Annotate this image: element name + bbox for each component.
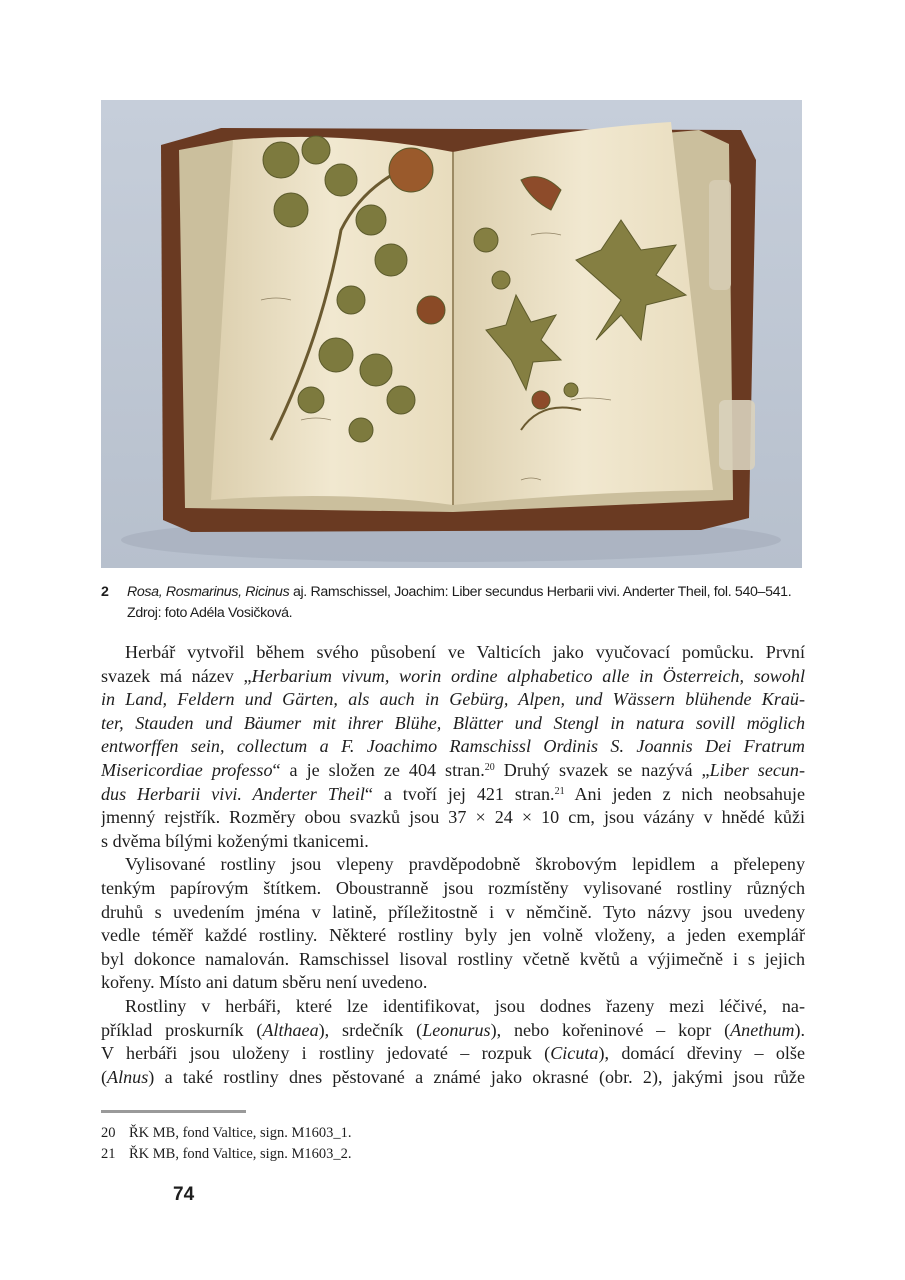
ribbon-tie — [709, 180, 731, 290]
caption-source: Zdroj: foto Adéla Vosičková. — [127, 605, 293, 621]
text-line: Herbář vytvořil během svého působení ve Valticích jako vyučovací pomůcku. První — [125, 642, 805, 662]
ribbon-tie — [719, 400, 755, 470]
text-line: byl dokonce namalován. Ramschissel lisoval rostliny včetně květů a výjimečně i s jejich — [101, 948, 805, 969]
figure-caption — [101, 582, 821, 624]
text-line: V herbáři jsou uloženy i rostliny jedovaté – rozpuk (Cicuta), domácí dřeviny – olše — [101, 1043, 805, 1064]
page-number: 74 — [173, 1184, 195, 1205]
text-line: tenkým papírovým štítkem. Oboustranně jsou rozmístěny vylisované rostliny různých — [101, 877, 805, 898]
footnote: 20 ŘK MB, fond Valtice, sign. M1603_1. — [101, 1125, 352, 1141]
text-line: svazek má název „Herbarium vivum, worin ordine alphabetico alle in Österreich, sowohl — [101, 665, 805, 686]
text-line: s dvěma bílými koženými tkanicemi. — [101, 830, 369, 851]
text-line: druhů s uvedením jména v latině, příležitostně i v němčině. Tyto názvy jsou uvedeny — [101, 901, 805, 922]
text-line: in Land, Feldern und Gärten, als auch in Gebürg, Alpen, und Wässern blühende Kraü- — [101, 689, 805, 710]
text-line: dus Herbarii vivi. Anderter Theil“ a tvoří jej 421 stran.$^{21}$ Ani jeden z nich neobsahuje — [101, 783, 805, 804]
text-line: jmenný rejstřík. Rozměry obou svazků jsou 37 × 24 × 10 cm, jsou vázány v hnědé kůži — [101, 807, 805, 828]
figure-number: 2 — [101, 584, 109, 600]
text-line: entworffen sein, collectum a F. Joachimo Ramschissl Ordinis S. Joannis Dei Fratrum — [101, 736, 805, 757]
text-line: kořeny. Místo ani datum sběru není uvedeno. — [101, 972, 428, 993]
text-line: Rostliny v herbáři, které lze identifikovat, jsou dodnes řazeny mezi léčivé, na- — [125, 995, 805, 1016]
footnote: 21 ŘK MB, fond Valtice, sign. M1603_2. — [101, 1146, 352, 1162]
text-line: (Alnus) a také rostliny dnes pěstované a známé jako okrasné (obr. 2), jakými jsou růže — [101, 1066, 805, 1087]
footnote-rule — [101, 1110, 246, 1113]
footnote-ref: 20 — [484, 761, 495, 773]
text-line: ter, Stauden und Bäumer mit ihrer Blühe, Blätter und Stengl in natura sovill möglich — [101, 712, 805, 733]
text-line: příklad proskurník (Althaea), srdečník (Leonurus), nebo kořeninové – kopr (Anethum). — [101, 1019, 805, 1040]
text-line: Misericordiae professo“ a je složen ze 404 stran.$^{20}$ Druhý svazek se nazývá „Liber secun- — [101, 759, 805, 780]
footnotes — [101, 1123, 351, 1165]
herbarium-photo — [101, 100, 802, 568]
body-text — [101, 641, 805, 1089]
right-page — [453, 122, 713, 505]
text-line: vedle téměř každé rostliny. Některé rostliny byly jen volně vloženy, a jeden exemplář — [101, 925, 805, 946]
caption-text: aj. Ramschissel, Joachim: Liber secundus Herbarii vivi. Anderter Theil, fol. 540–541. — [289, 584, 792, 600]
footnote-ref: 21 — [554, 785, 565, 797]
caption-species: Rosa, Rosmarinus, Ricinus — [127, 584, 290, 600]
text-line: Vylisované rostliny jsou vlepeny pravděpodobně škrobovým lepidlem a přelepeny — [125, 854, 805, 875]
